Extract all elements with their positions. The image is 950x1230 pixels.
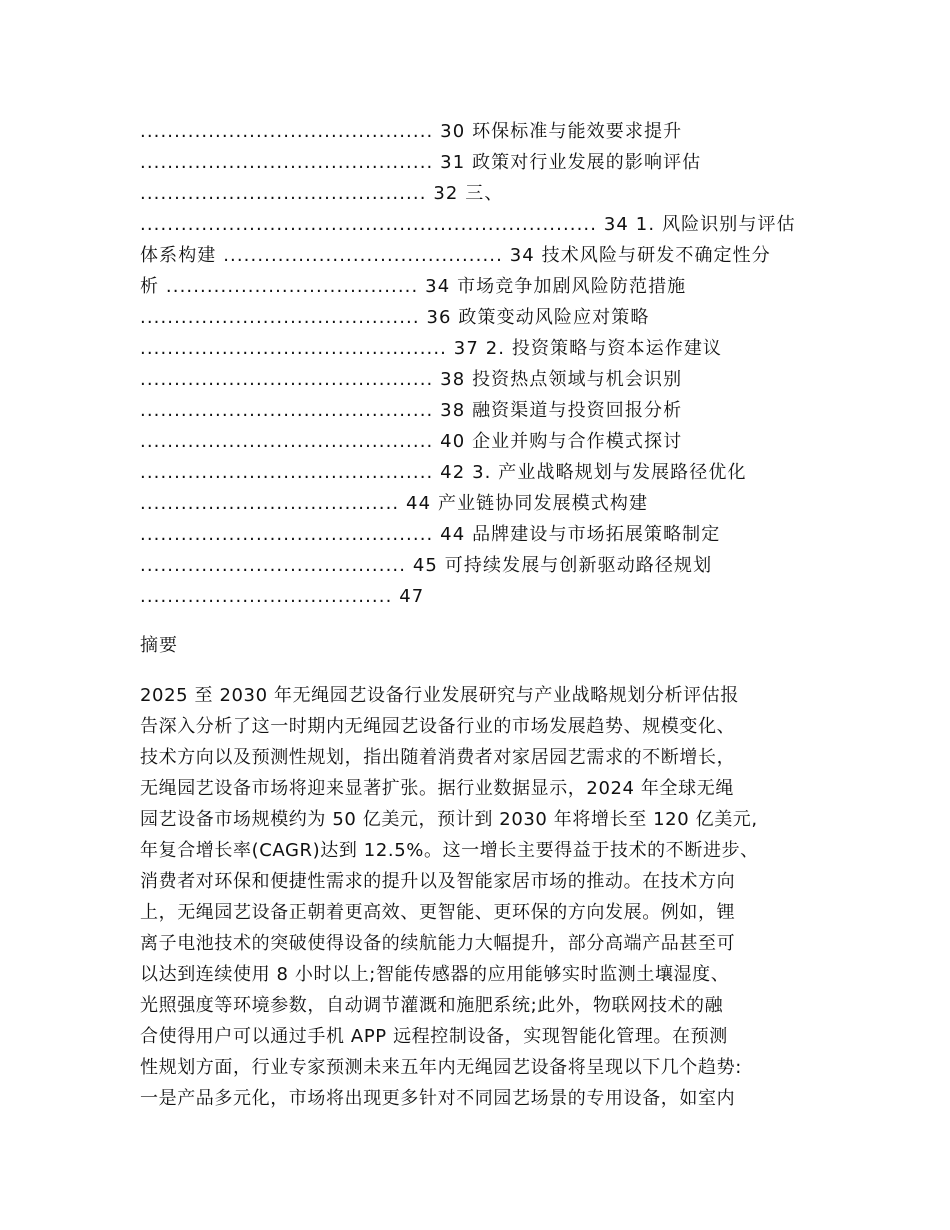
abstract-line: 消费者对环保和便捷性需求的提升以及智能家居市场的推动。在技术方向	[140, 871, 736, 892]
toc-line: ........................................... 30 环保标准与能效要求提升	[140, 121, 683, 142]
toc-line: 体系构建 ......................................... 34 技术风险与研发不确定性分	[140, 245, 771, 266]
toc-line: ........................................... 42 3. 产业战略规划与发展路径优化	[140, 462, 747, 483]
abstract-line: 上，无绳园艺设备正朝着更高效、更智能、更环保的方向发展。例如，锂	[140, 902, 736, 923]
abstract-heading: 摘要	[140, 635, 178, 656]
abstract-line: 性规划方面，行业专家预测未来五年内无绳园艺设备将呈现以下几个趋势:	[140, 1057, 742, 1078]
abstract-line: 合使得用户可以通过手机 APP 远程控制设备，实现智能化管理。在预测	[140, 1026, 728, 1047]
toc-line: ........................................... 40 企业并购与合作模式探讨	[140, 431, 683, 452]
toc-line: ....................................... 45 可持续发展与创新驱动路径规划	[140, 555, 713, 576]
abstract-line: 年复合增长率(CAGR)达到 12.5%。这一增长主要得益于技术的不断进步、	[140, 840, 759, 861]
abstract-line: 以达到连续使用 8 小时以上;智能传感器的应用能够实时监测土壤湿度、	[140, 964, 730, 985]
abstract-line: 一是产品多元化，市场将出现更多针对不同园艺场景的专用设备，如室内	[140, 1088, 736, 1109]
abstract-line: 无绳园艺设备市场将迎来显著扩张。据行业数据显示，2024 年全球无绳	[140, 778, 734, 799]
toc-line: ..................................... 47	[140, 586, 425, 607]
abstract-line: 园艺设备市场规模约为 50 亿美元，预计到 2030 年将增长至 120 亿美元,	[140, 809, 758, 830]
toc-line: ......................................... 36 政策变动风险应对策略	[140, 307, 650, 328]
toc-line: 析 ..................................... 34 市场竞争加剧风险防范措施	[140, 276, 687, 297]
toc-line: ................................................................... 34 1. 风险识别与评估	[140, 214, 796, 235]
abstract-line: 2025 至 2030 年无绳园艺设备行业发展研究与产业战略规划分析评估报	[140, 685, 739, 706]
toc-line: ........................................... 44 品牌建设与市场拓展策略制定	[140, 524, 721, 545]
toc-line: ...................................... 44 产业链协同发展模式构建	[140, 493, 649, 514]
abstract-line: 告深入分析了这一时期内无绳园艺设备行业的市场发展趋势、规模变化、	[140, 716, 736, 737]
toc-line: ........................................... 38 投资热点领域与机会识别	[140, 369, 683, 390]
abstract-line: 离子电池技术的突破使得设备的续航能力大幅提升，部分高端产品甚至可	[140, 933, 736, 954]
toc-line: .......................................... 32 三、	[140, 183, 504, 204]
abstract-line: 技术方向以及预测性规划，指出随着消费者对家居园艺需求的不断增长，	[140, 747, 736, 768]
toc-line: ............................................. 37 2. 投资策略与资本运作建议	[140, 338, 723, 359]
toc-line: ........................................... 38 融资渠道与投资回报分析	[140, 400, 683, 421]
toc-line: ........................................... 31 政策对行业发展的影响评估	[140, 152, 702, 173]
abstract-line: 光照强度等环境参数，自动调节灌溉和施肥系统;此外，物联网技术的融	[140, 995, 724, 1016]
